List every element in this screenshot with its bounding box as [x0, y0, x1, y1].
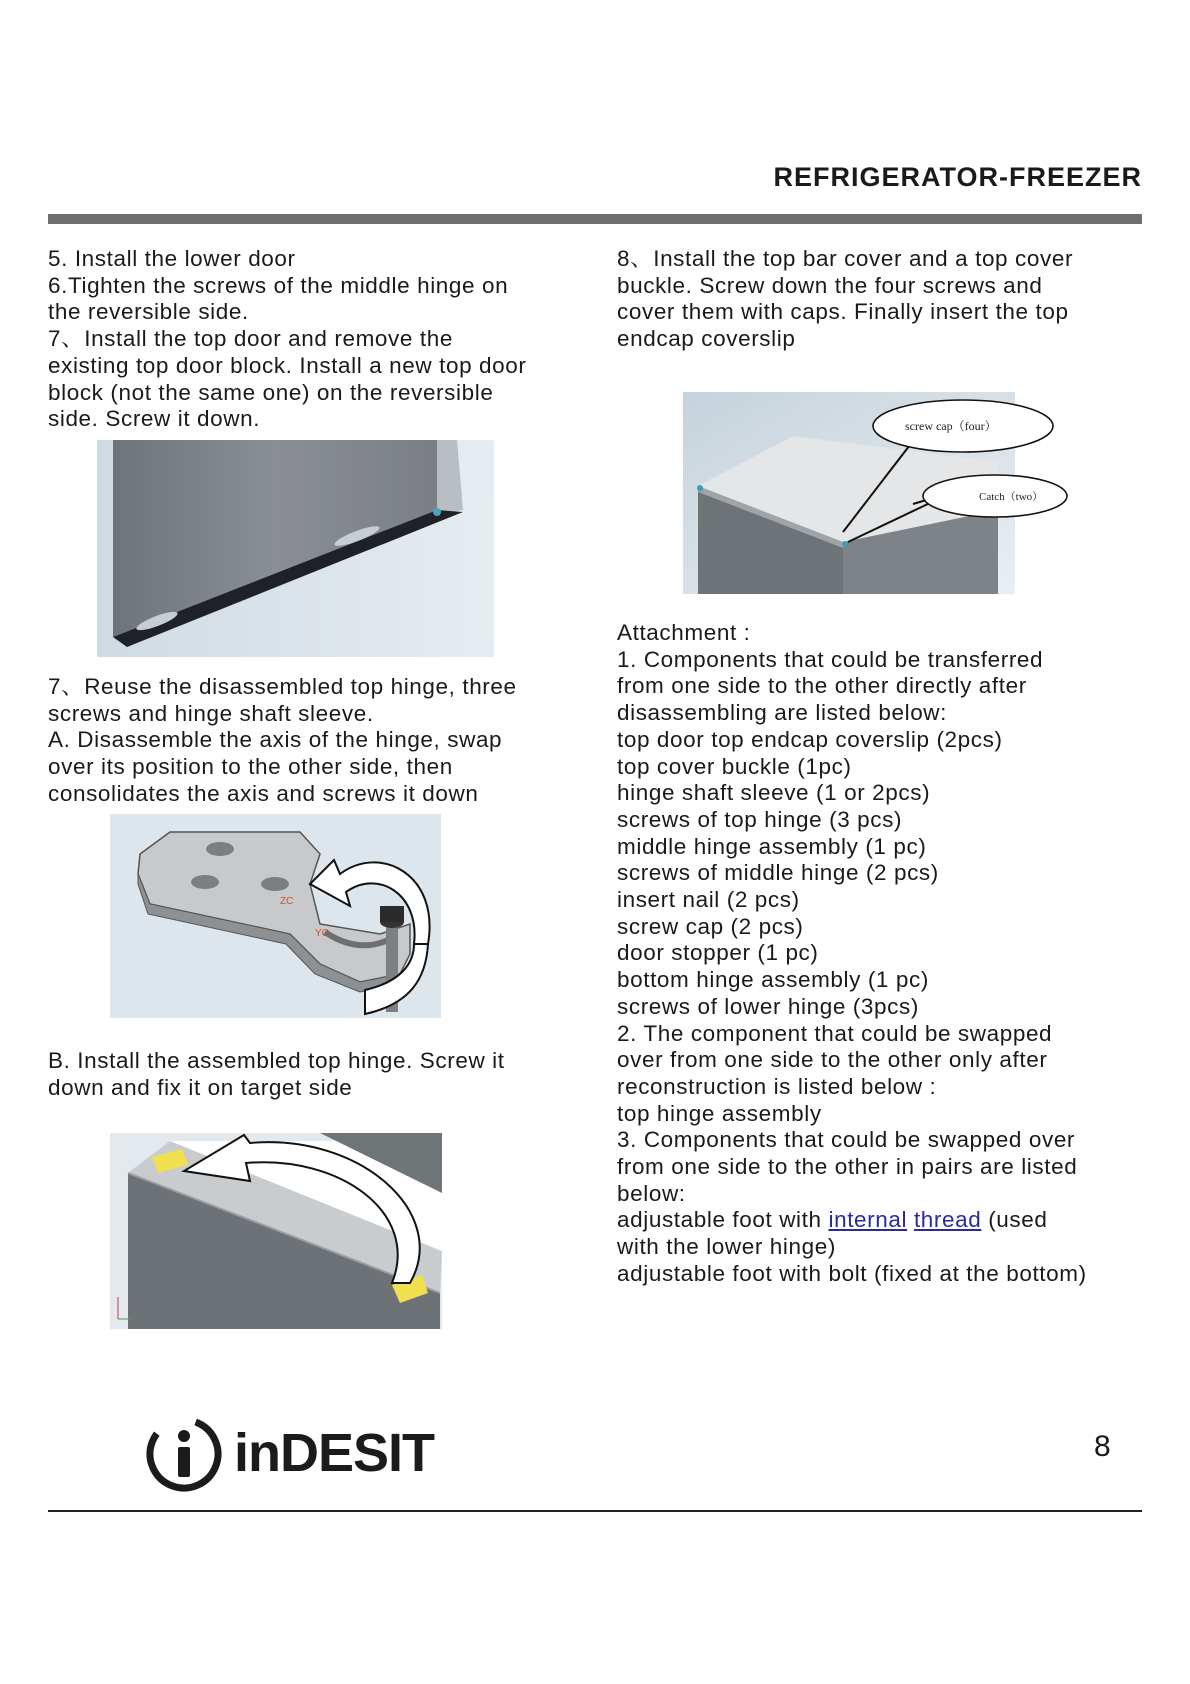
text-line: consolidates the axis and screws it down — [48, 780, 479, 806]
right-text-block-1 — [617, 246, 1157, 353]
text-line: 7、Reuse the disassembled top hinge, three — [48, 674, 517, 699]
text-line: reconstruction is listed below : — [617, 1073, 937, 1099]
header-rule — [48, 214, 1142, 224]
text-line: over its position to the other side, then — [48, 754, 453, 780]
list-item: adjustable foot with bolt (fixed at the bottom) — [617, 1260, 1087, 1286]
text-line: screws and hinge shaft sleeve. — [48, 700, 374, 726]
logo-mark-icon — [146, 1416, 226, 1496]
list-item: door stopper (1 pc) — [617, 940, 819, 966]
list-item: hinge shaft sleeve (1 or 2pcs) — [617, 780, 931, 806]
text-line: B. Install the assembled top hinge. Screw it — [48, 1048, 505, 1073]
list-item: top cover buckle (1pc) — [617, 753, 852, 779]
figure-top-hinge — [110, 814, 441, 1018]
list-item: screws of lower hinge (3pcs) — [617, 993, 919, 1019]
list-item: insert nail (2 pcs) — [617, 887, 800, 913]
list-item: screws of top hinge (3 pcs) — [617, 806, 903, 832]
left-text-block-3 — [48, 1048, 588, 1101]
list-item: screws of middle hinge (2 pcs) — [617, 860, 939, 886]
text-line: 8、Install the top bar cover and a top cover — [617, 246, 1074, 271]
yc-label: YC — [315, 928, 329, 939]
callout-screw-cap: screw cap（four） — [905, 419, 997, 433]
text-line: from one side to the other in pairs are listed — [617, 1154, 1078, 1180]
text-line: down and fix it on target side — [48, 1074, 353, 1100]
text-line: 3. Components that could be swapped over — [617, 1127, 1076, 1153]
text-line: from one side to the other directly after — [617, 673, 1027, 699]
attachment-list — [617, 620, 1157, 1288]
text-line: with the lower hinge) — [617, 1234, 836, 1260]
footer-rule — [48, 1510, 1142, 1512]
link-thread[interactable]: thread — [913, 1207, 982, 1233]
list-item: middle hinge assembly (1 pc) — [617, 833, 927, 859]
text-line: Attachment : — [617, 620, 751, 645]
text-line: buckle. Screw down the four screws and — [617, 272, 1043, 298]
list-item: top hinge assembly — [617, 1100, 822, 1126]
page-title: REFRIGERATOR-FREEZER — [773, 162, 1142, 192]
text-line: 1. Components that could be transferred — [617, 646, 1044, 672]
left-text-block-2 — [48, 674, 588, 808]
figure-lower-door — [97, 440, 494, 657]
list-item: screw cap (2 pcs) — [617, 913, 804, 939]
text-line: existing top door block. Install a new top door — [48, 352, 527, 378]
brand-logo — [146, 1416, 435, 1501]
list-item: top door top endcap coverslip (2pcs) — [617, 726, 1003, 752]
page-number: 8 — [1094, 1430, 1111, 1463]
link-internal[interactable]: internal — [828, 1207, 908, 1233]
text-line: cover them with caps. Finally insert the top — [617, 299, 1069, 325]
text-line: side. Screw it down. — [48, 406, 261, 432]
text-line: disassembling are listed below: — [617, 700, 948, 726]
zc-label: ZC — [280, 896, 294, 907]
text-line: the reversible side. — [48, 299, 249, 325]
text-line: below: — [617, 1180, 686, 1206]
left-text-block-1 — [48, 246, 588, 433]
text-line: over from one side to the other only after — [617, 1047, 1048, 1073]
callout-catch: Catch（two） — [979, 491, 1044, 503]
brand-wordmark: inDESIT — [234, 1423, 435, 1483]
text-line: endcap coverslip — [617, 326, 796, 352]
text-span: (used — [981, 1207, 1048, 1233]
text-line: block (not the same one) on the reversible — [48, 379, 494, 405]
list-item — [617, 1207, 1157, 1234]
text-line: 6.Tighten the screws of the middle hinge on — [48, 272, 509, 298]
text-line: 7、Install the top door and remove the — [48, 326, 453, 352]
list-item: bottom hinge assembly (1 pc) — [617, 967, 929, 993]
text-span: adjustable foot with — [617, 1207, 829, 1233]
text-line: A. Disassemble the axis of the hinge, swap — [48, 727, 503, 753]
figure-install-top-hinge — [110, 1133, 442, 1329]
text-line: 5. Install the lower door — [48, 246, 296, 271]
figure-top-cover — [683, 392, 1093, 594]
text-line: 2. The component that could be swapped — [617, 1020, 1053, 1046]
